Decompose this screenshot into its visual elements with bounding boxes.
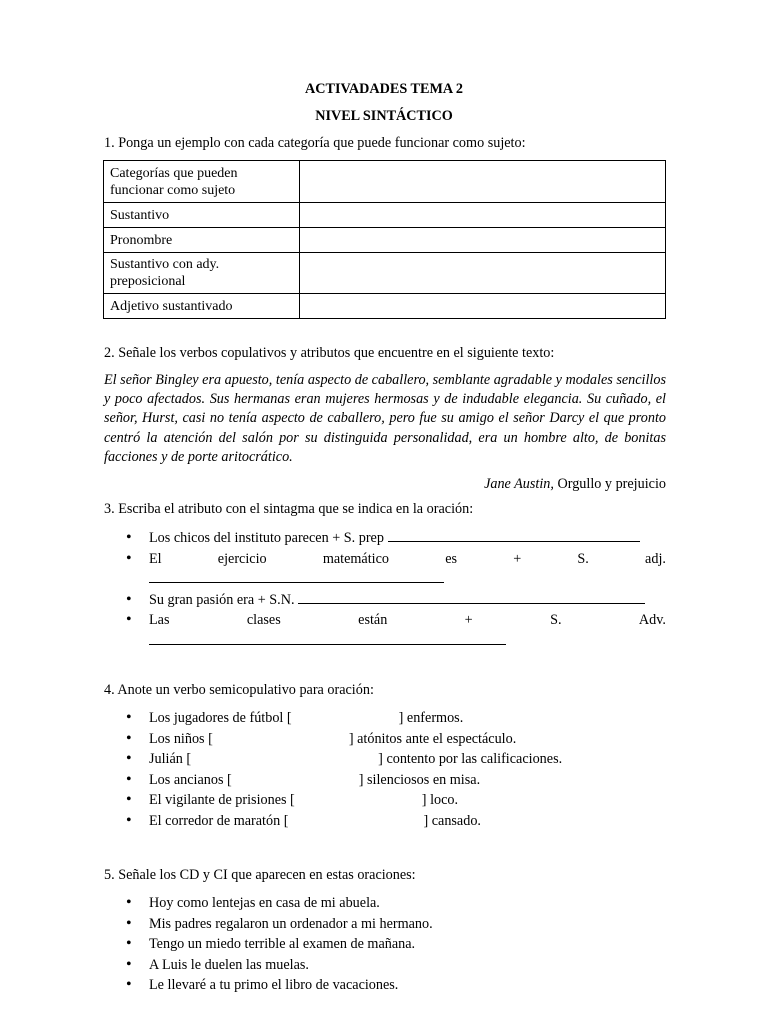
table-cell-category: Categorías que pueden funcionar como sujeto (104, 161, 300, 203)
literary-excerpt: El señor Bingley era apuesto, tenía aspecto de caballero, semblante agradable y modales sencillos y poco afectados. Sus hermanas eran mujeres hermosas y de indudable elegancia. Su cuñado, el señor, Hurst, casi no tenía aspecto de caballero, pero fue su amigo el señor Darcy el que pronto centró la atención del salón por su distinguida personalidad, era un hombre alto, de bonitas facciones y de porte aritocrático. (104, 372, 666, 465)
table-row (104, 228, 666, 253)
list-item (104, 770, 666, 791)
table-cell-answer[interactable] (300, 253, 666, 294)
table-cell-answer[interactable] (300, 203, 666, 228)
question-2-prompt: 2. Señale los verbos copulativos y atributos que encuentre en el siguiente texto: (104, 345, 555, 361)
list-item: • Hoy como lentejas en casa de mi abuela. (104, 893, 666, 914)
sentence-word: S. (577, 550, 589, 567)
sentence-word: S. (550, 612, 562, 628)
sentence-end: ] atónitos ante el espectáculo. (348, 730, 517, 747)
sentence-justified (149, 549, 666, 570)
answer-blank[interactable] (388, 529, 640, 542)
list-item (104, 528, 666, 549)
sentence-word: + (464, 612, 473, 628)
sentence-start: Julián [ (149, 751, 192, 767)
list-item (104, 708, 666, 729)
sentence-start: El vigilante de prisiones [ (149, 792, 295, 808)
table-row (104, 161, 666, 203)
categories-table (103, 160, 666, 319)
sentence-text: Los chicos del instituto parecen + S. prep (149, 530, 384, 546)
list-item (104, 790, 666, 811)
list-item: • A Luis le duelen las muelas. (104, 955, 666, 976)
answer-blank[interactable] (149, 570, 444, 583)
list-item: • Le llevaré a tu primo el libro de vacaciones. (104, 975, 666, 996)
sentence-word: + (513, 550, 522, 567)
sentence-start: Los ancianos [ (149, 771, 232, 788)
table-cell-category: Sustantivo con ady. preposicional (104, 253, 300, 294)
question-3-list (104, 528, 666, 651)
answer-blank[interactable] (149, 632, 506, 645)
question-4-list (104, 708, 666, 831)
citation-work: Orgullo y prejuicio (553, 476, 666, 492)
sentence-word: matemático (322, 550, 390, 567)
question-1-prompt: 1. Ponga un ejemplo con cada categoría que puede funcionar como sujeto: (104, 135, 526, 151)
table-cell-answer[interactable] (300, 294, 666, 319)
table-row (104, 203, 666, 228)
list-item: • Mis padres regalaron un ordenador a mi hermano. (104, 914, 666, 935)
question-5-list (104, 893, 666, 996)
list-item (104, 811, 666, 832)
sentence-end: ] enfermos. (398, 710, 464, 726)
sentence-justified (149, 610, 666, 631)
worksheet-subtitle: NIVEL SINTÁCTICO (315, 108, 453, 124)
sentence-end: ] contento por las calificaciones. (378, 751, 563, 767)
list-item (104, 749, 666, 770)
sentence-word: están (358, 612, 388, 628)
sentence-word: adj. (645, 550, 666, 567)
sentence-word: • El (149, 550, 162, 567)
sentence-start: Los niños [ (149, 730, 213, 747)
list-item (104, 729, 666, 750)
worksheet-title: ACTIVADADES TEMA 2 (305, 81, 463, 97)
sentence-word: Adv. (638, 612, 666, 628)
table-cell-category: Adjetivo sustantivado (104, 294, 300, 319)
sentence-end: ] loco. (421, 792, 459, 808)
excerpt-citation (484, 476, 666, 493)
table-row (104, 294, 666, 319)
table-cell-category: Pronombre (104, 228, 300, 253)
sentence-word: ejercicio (217, 550, 267, 567)
table-cell-answer[interactable] (300, 228, 666, 253)
sentence-end: ] cansado. (423, 812, 481, 829)
list-item: • Tengo un miedo terrible al examen de mañana. (104, 934, 666, 955)
sentence-word: clases (246, 612, 281, 628)
citation-author: Jane Austin, (484, 476, 554, 492)
sentence-end: ] silenciosos en misa. (358, 771, 481, 788)
sentence-word: • Las (149, 612, 170, 628)
answer-blank[interactable] (298, 591, 645, 604)
table-cell-category: Sustantivo (104, 203, 300, 228)
table-row (104, 253, 666, 294)
list-item (104, 549, 666, 590)
question-5-prompt: 5. Señale los CD y CI que aparecen en estas oraciones: (104, 867, 416, 883)
question-3-prompt: 3. Escriba el atributo con el sintagma que se indica en la oración: (104, 501, 474, 517)
sentence-start: El corredor de maratón [ (149, 812, 289, 829)
sentence-text: Su gran pasión era + S.N. (149, 591, 295, 608)
sentence-start: Los jugadores de fútbol [ (149, 710, 292, 726)
list-item (104, 610, 666, 651)
list-item (104, 590, 666, 611)
sentence-word: es (445, 550, 458, 567)
table-cell-answer[interactable] (300, 161, 666, 203)
question-4-prompt: 4. Anote un verbo semicopulativo para oración: (104, 682, 374, 698)
